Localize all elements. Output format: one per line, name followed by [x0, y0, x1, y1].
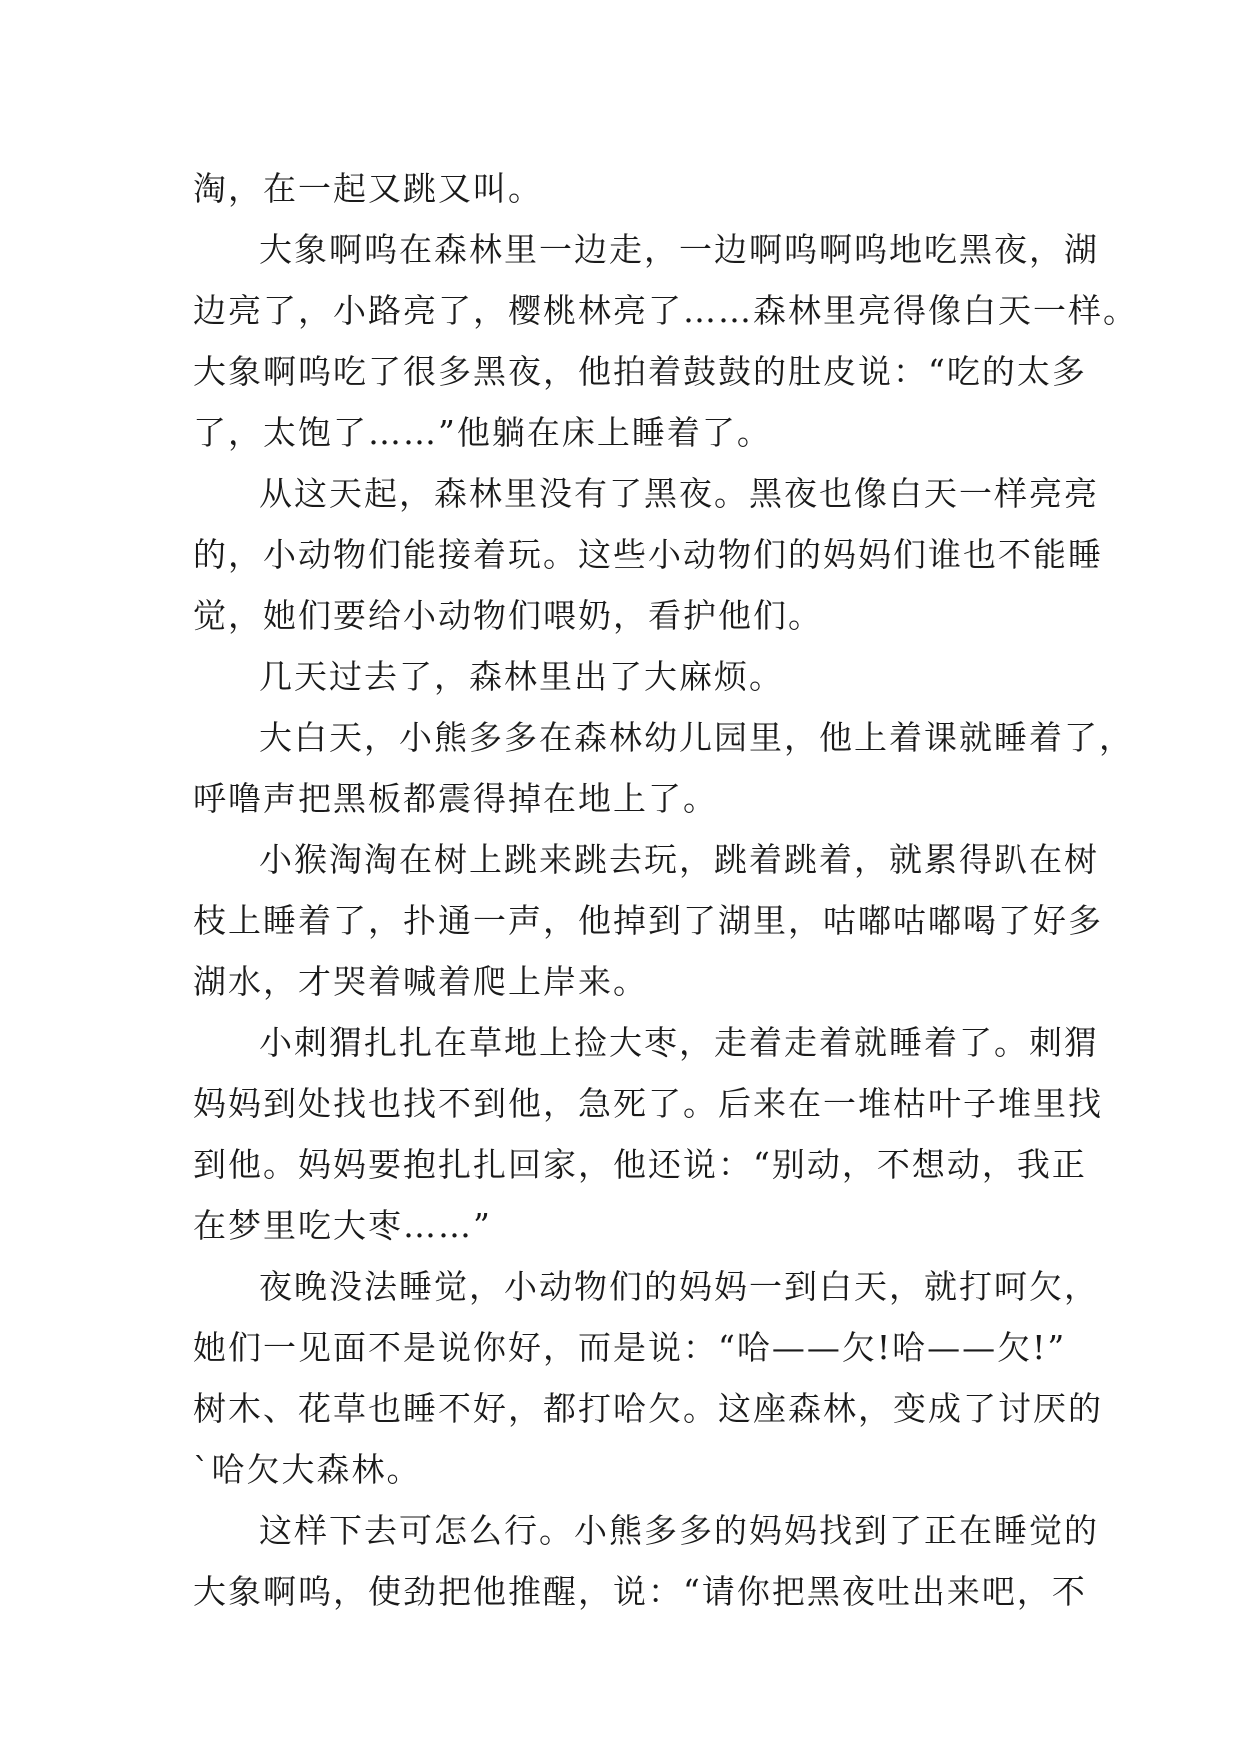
text-line: 夜晚没法睡觉，小动物们的妈妈一到白天，就打呵欠，	[259, 1267, 1099, 1306]
text-line: 枝上睡着了，扑通一声，他掉到了湖里，咕嘟咕嘟喝了好多	[193, 901, 1103, 940]
text-line: 这样下去可怎么行。小熊多多的妈妈找到了正在睡觉的	[259, 1511, 1099, 1550]
text-line: 淘，在一起又跳又叫。	[193, 169, 543, 208]
text-line: 大象啊呜吃了很多黑夜，他拍着鼓鼓的肚皮说：“吃的太多	[193, 352, 1087, 391]
text-line: 到他。妈妈要抱扎扎回家，他还说：“别动，不想动，我正	[193, 1145, 1087, 1184]
text-line: 树木、花草也睡不好，都打哈欠。这座森林，变成了讨厌的	[193, 1389, 1103, 1428]
text-line: 在梦里吃大枣……”	[193, 1206, 492, 1245]
document-body	[193, 158, 1138, 1622]
text-line: 大象啊呜在森林里一边走，一边啊呜啊呜地吃黑夜，湖	[259, 230, 1099, 269]
text-line: 几天过去了，森林里出了大麻烦。	[259, 657, 784, 696]
text-line: 呼噜声把黑板都震得掉在地上了。	[193, 779, 718, 818]
text-line: 湖水，才哭着喊着爬上岸来。	[193, 962, 648, 1001]
text-line: 大白天，小熊多多在森林幼儿园里，他上着课就睡着了，	[259, 718, 1134, 757]
text-line: 小刺猬扎扎在草地上捡大枣，走着走着就睡着了。刺猬	[259, 1023, 1099, 1062]
text-line: 边亮了，小路亮了，樱桃林亮了……森林里亮得像白天一样。	[193, 291, 1138, 330]
text-line: 的，小动物们能接着玩。这些小动物们的妈妈们谁也不能睡	[193, 535, 1103, 574]
text-line: `哈欠大森林。	[193, 1450, 422, 1489]
text-line: 从这天起，森林里没有了黑夜。黑夜也像白天一样亮亮	[259, 474, 1099, 513]
text-line: 妈妈到处找也找不到他，急死了。后来在一堆枯叶子堆里找	[193, 1084, 1103, 1123]
text-line: 大象啊呜，使劲把他推醒，说：“请你把黑夜吐出来吧，不	[193, 1572, 1087, 1611]
text-line: 她们一见面不是说你好，而是说：“哈——欠!哈——欠!”	[193, 1328, 1067, 1367]
text-line: 觉，她们要给小动物们喂奶，看护他们。	[193, 596, 823, 635]
text-line: 了，太饱了……”他躺在床上睡着了。	[193, 413, 772, 452]
text-line: 小猴淘淘在树上跳来跳去玩，跳着跳着，就累得趴在树	[259, 840, 1099, 879]
